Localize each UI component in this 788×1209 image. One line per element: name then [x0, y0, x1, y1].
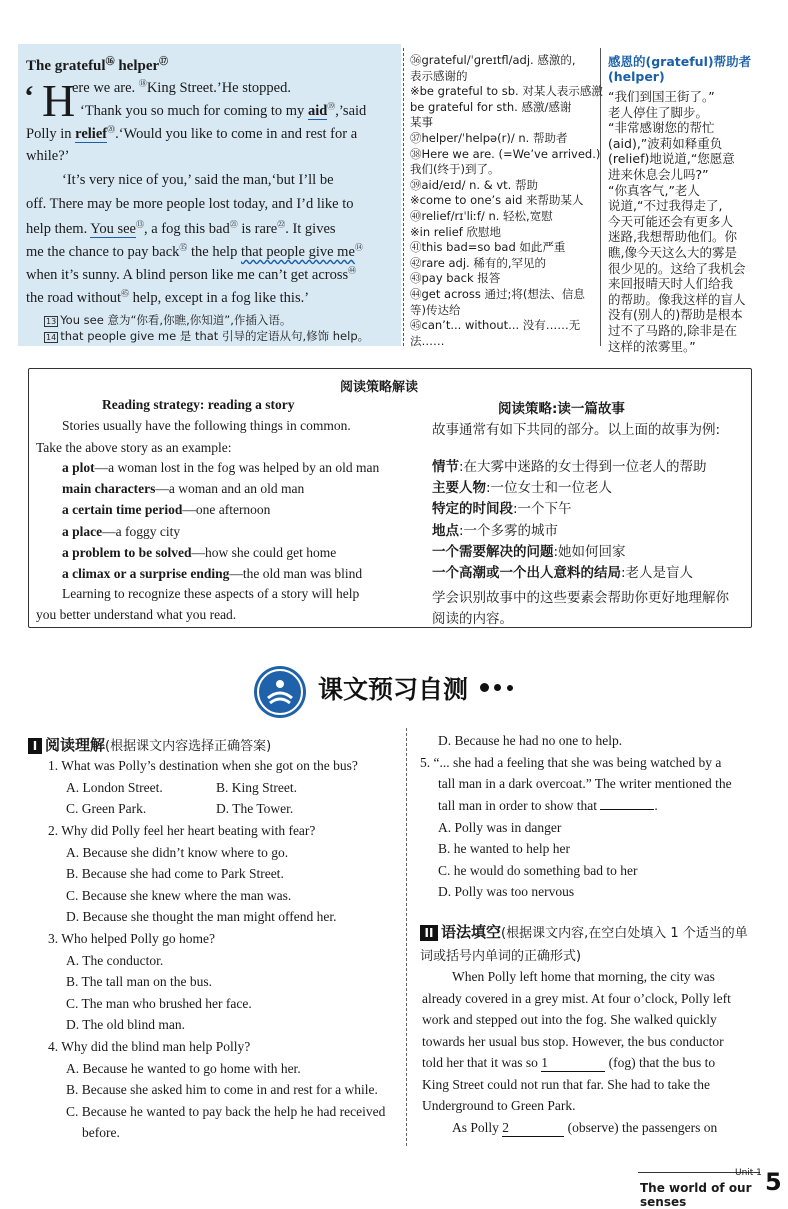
question-4: 4. Why did the blind man help Polly? [48, 1039, 251, 1054]
strategy-item-term: a place [62, 523, 103, 539]
vocab-line: ㊴aid/eɪd/ n. & vt. 帮助 [410, 177, 538, 192]
q4-option-d[interactable]: D. Because he had no one to help. [438, 733, 623, 748]
translation-line: (aid),”波莉如释重负 [608, 135, 723, 151]
strategy-item-desc: —the old man was blind [229, 566, 363, 581]
q5-option-c[interactable]: C. he would do something bad to her [438, 863, 638, 878]
translation-line: 没有(别人的)帮助是根本 [608, 307, 743, 323]
strategy-en-end-1: Learning to recognize these aspects of a story will help [62, 586, 360, 601]
cloze-blank-2[interactable]: 2 [502, 1120, 564, 1137]
translation-line: 这样的浓雾里。” [608, 338, 696, 354]
opening-quote: ‘ [24, 80, 34, 113]
strategy-item-desc: —a woman and an old man [155, 481, 305, 497]
translation-line: “我们到国王街了。” [608, 89, 715, 104]
strategy-zh-end-1: 学会识别故事中的这些要素会帮助你更好地理解你 [432, 590, 729, 606]
strategy-en-title: Reading strategy: reading a story [102, 397, 295, 412]
translation-line: 很少见的。这给了我机会 [608, 260, 746, 276]
translation-line: 说道,“不过我得走了, [608, 198, 723, 214]
strategy-zh-desc: :一个多雾的城市 [459, 522, 559, 539]
translation-line: (relief)地说道,“您愿意 [608, 151, 735, 167]
part2-subtitle: 词或括号内单词的正确形式) [420, 949, 582, 964]
dropcap: H [42, 75, 76, 126]
strategy-en-end-2: you better understand what you read. [36, 607, 237, 622]
strategy-zh-term: 情节 [432, 459, 459, 475]
translation-line: 迷路,我想帮助他们。你 [608, 229, 737, 245]
question-5: 5. “... she had a feeling that she was being watched by a [420, 755, 722, 770]
cloze-line-7: Underground to Green Park. [422, 1098, 576, 1113]
q5-option-d[interactable]: D. Polly was too nervous [438, 884, 575, 899]
q3-option-c[interactable]: C. The man who brushed her face. [66, 996, 252, 1011]
vocab-line: ㊵relief/rɪˈliːf/ n. 轻松,宽慰 [410, 209, 553, 223]
translation-title-2: (helper) [608, 69, 665, 84]
q1-option-d[interactable]: D. The Tower. [216, 801, 294, 816]
translation-line: 老人停住了脚步。 [608, 104, 709, 120]
story-title: The grateful⑯ helper⑰ [26, 56, 169, 74]
cloze-line-2: already covered in a grey mist. At four o’clock, Polly left [422, 991, 731, 1006]
vocab-line: 等)传达给 [410, 302, 461, 317]
strategy-zh-desc: :她如何回家 [553, 543, 626, 560]
strategy-zh-desc: :老人是盲人 [621, 565, 694, 581]
q1-option-b[interactable]: B. King Street. [216, 780, 297, 795]
q1-option-a[interactable]: A. London Street. [66, 780, 163, 795]
vocab-line: ㊳Here we are. (=We’ve arrived.) [410, 146, 601, 161]
question-5-line-3: tall man in order to show that . [438, 798, 658, 813]
cloze-line-8: As Polly 2 (observe) the passengers on [452, 1120, 718, 1135]
strategy-zh-term: 一个高潮或一个出人意料的结局 [432, 565, 621, 581]
strategy-zh-intro: 故事通常有如下共同的部分。以上面的故事为例: [432, 422, 721, 438]
strategy-item-desc: —how she could get home [191, 544, 337, 560]
strategy-zh-item [432, 455, 707, 475]
vocab-line: ㊷rare adj. 稀有的,罕见的 [410, 255, 546, 270]
story-line-1: ere we are. ⑱King Street.’He stopped. [72, 79, 291, 96]
strategy-zh-term: 一个需要解决的问题 [432, 543, 554, 560]
strategy-zh-title: 阅读策略:读一篇故事 [498, 401, 625, 417]
vocab-line: ㊺can’t... without... 没有……无 [410, 318, 581, 333]
strategy-item-term: a climax or a surprise ending [62, 566, 230, 581]
vocab-line: ㊲helper/ˈhelpə(r)/ n. 帮助者 [410, 131, 568, 145]
vocab-line: ※in relief 欣慰地 [410, 224, 501, 239]
strategy-item [62, 524, 180, 540]
strategy-item-desc: —one afternoon [182, 502, 271, 518]
q3-option-b[interactable]: B. The tall man on the bus. [66, 974, 212, 989]
strategy-en-intro-2: Take the above story as an example: [36, 440, 232, 455]
question-2: 2. Why did Polly feel her heart beating with fear? [48, 823, 316, 838]
column-divider [406, 728, 408, 1146]
strategy-item-term: a certain time period [62, 502, 183, 518]
strategy-zh-item [432, 519, 558, 539]
q3-option-a[interactable]: A. The conductor. [66, 953, 164, 968]
translation-line: 今天可能还会有更多人 [608, 213, 734, 229]
vocab-line: ㊹get across 通过;将(想法、信息 [410, 287, 585, 301]
q5-blank[interactable] [600, 809, 654, 810]
strategy-zh-term: 地点 [432, 522, 459, 539]
vocab-line: ㊱grateful/ˈɡreɪtfl/adj. 感激的, [410, 53, 576, 67]
book-logo-icon [254, 666, 306, 718]
strategy-zh-desc: :一位女士和一位老人 [486, 480, 613, 497]
story-line-8: me the chance to pay back⑮ the help that people give me⑭ [26, 243, 363, 260]
strategy-item-term: a problem to be solved [62, 544, 192, 560]
q4-option-c-cont: before. [82, 1125, 120, 1140]
translation-line: “你真客气,”老人 [608, 182, 700, 198]
strategy-zh-item [432, 497, 572, 517]
story-line-6: off. There may be more people lost today, and I’d like to [26, 196, 354, 212]
q5-option-a[interactable]: A. Polly was in danger [438, 820, 562, 835]
story-footnote-2: 14 that people give me 是 that 引导的定语从句,修饰 help。 [46, 329, 370, 343]
story-line-3: Polly in relief⑳.‘Would you like to come in and rest for a [26, 125, 358, 142]
vocab-line: 我们(终于)到了。 [410, 162, 500, 177]
section-title: 课文预习自测 [318, 675, 469, 704]
story-line-10: the road without$^㊺$ help, except in a fog like this.’ [26, 289, 310, 306]
strategy-zh-item [432, 561, 693, 581]
cloze-line-4: towards her usual bus stop. However, the bus conductor [422, 1034, 724, 1049]
q3-option-d[interactable]: D. The old blind man. [66, 1017, 185, 1032]
q1-option-c[interactable]: C. Green Park. [66, 801, 147, 816]
translation-line: 瞧,像今天这么大的雾是 [608, 245, 737, 260]
vocab-line: ※be grateful to sb. 对某人表示感激 [410, 84, 603, 99]
strategy-item [62, 545, 336, 561]
story-line-9: when it’s sunny. A blind person like me can’t get across$^㊹$ [26, 266, 357, 283]
story-line-2: ‘Thank you so much for coming to my aid⑲,’said [80, 102, 367, 119]
vocab-line: 表示感谢的 [410, 68, 468, 83]
strategy-zh-item [432, 540, 626, 560]
part1-heading: I 阅读理解(根据课文内容选择正确答案) [28, 734, 271, 755]
story-line-4: while?’ [26, 148, 70, 164]
strategy-item [62, 566, 362, 582]
footer-title: The world of our senses [640, 1181, 752, 1209]
dot-icon [480, 683, 489, 692]
translation-title: 感恩的(grateful)帮助者 [608, 54, 752, 69]
question-3: 3. Who helped Polly go home? [48, 931, 215, 946]
vocab-line: ※come to one’s aid 来帮助某人 [410, 193, 584, 208]
page-number: 5 [765, 1168, 782, 1196]
vocab-line: 法…… [410, 333, 445, 348]
story-line-7: help them. You see⑬, a fog this bad$^㉑$ is rare$^㉒$. It gives [26, 220, 336, 237]
question-5-line-2: tall man in a dark overcoat.” The writer mentioned the [438, 776, 732, 791]
translation-line: 来回报晴天时人们给我 [608, 276, 734, 292]
strategy-item-desc: —a woman lost in the fog was helped by an old man [94, 460, 380, 475]
q4-option-a[interactable]: A. Because he wanted to go home with her. [66, 1061, 301, 1076]
cloze-line-6: King Street could not run that far. She had to take the [422, 1077, 710, 1092]
dot-icon [507, 685, 513, 691]
vocab-divider [403, 48, 405, 346]
strategy-box-title: 阅读策略解读 [340, 380, 419, 395]
translation-line: 进来休息会儿吗?” [608, 167, 709, 182]
strategy-item-desc: —a foggy city [102, 523, 181, 539]
cloze-line-3: work and stepped out into the fog. She walked quickly [422, 1012, 717, 1027]
strategy-item [62, 460, 379, 476]
footer-unit: Unit 1 [735, 1168, 762, 1178]
strategy-item [62, 481, 304, 497]
strategy-zh-end-2: 阅读的内容。 [432, 611, 513, 627]
question-1: 1. What was Polly’s destination when she got on the bus? [48, 758, 358, 773]
q4-option-b[interactable]: B. Because she asked him to come in and rest for a while. [66, 1082, 378, 1097]
strategy-item-term: main characters [62, 481, 156, 497]
translation-line: “非常感谢您的帮忙 [608, 120, 715, 136]
story-footnote-1: 13 You see 意为“你看,你瞧,你知道”,作插入语。 [46, 313, 292, 327]
strategy-zh-term: 主要人物 [432, 480, 486, 497]
strategy-en-intro-1: Stories usually have the following things in common. [62, 418, 351, 433]
vocab-line: ㊶this bad=so bad 如此严重 [410, 240, 566, 255]
q2-option-d[interactable]: D. Because she thought the man might offend her. [66, 909, 337, 924]
q5-option-b[interactable]: B. he wanted to help her [438, 841, 570, 856]
strategy-zh-term: 特定的时间段 [432, 501, 513, 518]
vocab-line: ㊸pay back 报答 [410, 271, 501, 286]
q2-option-a[interactable]: A. Because she didn’t know where to go. [66, 845, 289, 860]
q2-option-b[interactable]: B. Because she had come to Park Street. [66, 866, 284, 881]
story-line-5: ‘It’s very nice of you,’ said the man,‘but I’ll be [62, 172, 334, 188]
q2-option-c[interactable]: C. Because she knew where the man was. [66, 888, 292, 903]
strategy-zh-desc: :在大雾中迷路的女士得到一位老人的帮助 [459, 459, 707, 475]
cloze-blank-1[interactable]: 1 [541, 1055, 605, 1072]
cloze-line-5: told her that it was so 1 (fog) that the bus to [422, 1055, 716, 1070]
q4-option-c[interactable]: C. Because he wanted to pay back the help he had received [66, 1104, 386, 1119]
vocab-line: be grateful for sth. 感激/感谢 [410, 99, 572, 114]
dot-icon [494, 684, 501, 691]
strategy-zh-item [432, 476, 612, 496]
strategy-item [62, 502, 270, 518]
cloze-line-1: When Polly left home that morning, the city was [452, 969, 715, 984]
translation-line: 过不了马路的,除非是在 [608, 323, 737, 338]
translation-line: 的帮助。像我这样的盲人 [608, 291, 746, 307]
strategy-zh-desc: :一个下午 [513, 501, 572, 518]
vocab-line: 某事 [410, 115, 433, 130]
part2-heading: II 语法填空(根据课文内容,在空白处填入 1 个适当的单 [420, 921, 748, 942]
strategy-item-term: a plot [62, 460, 95, 475]
